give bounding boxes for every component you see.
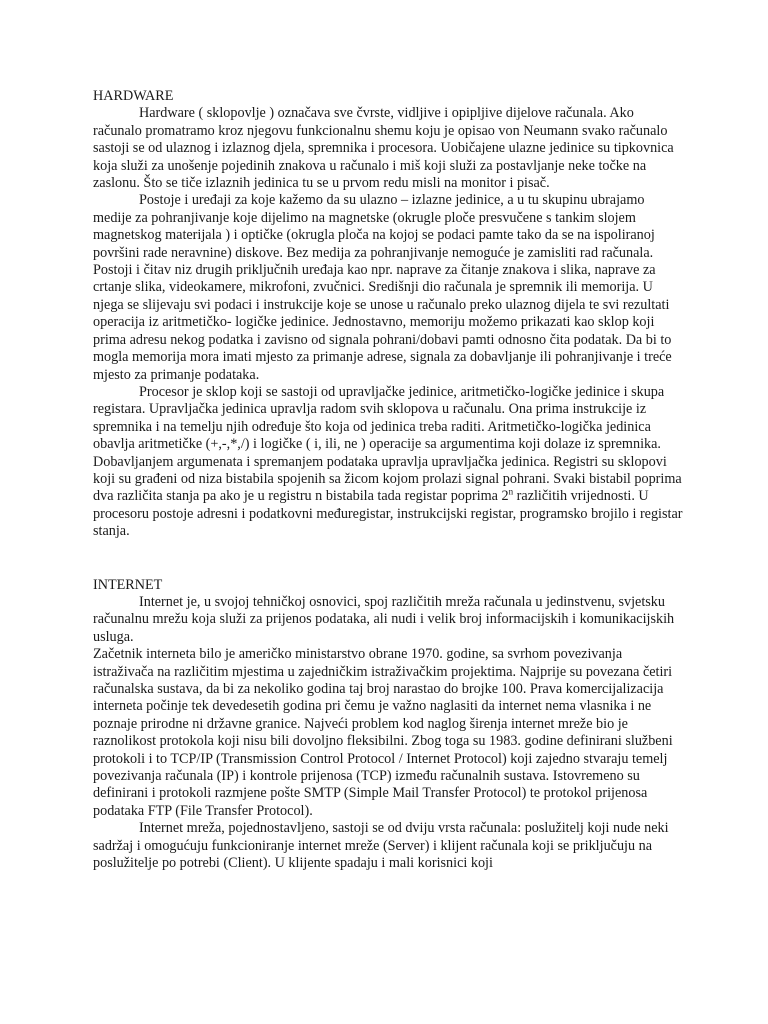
paragraph-hardware-2: Postoje i uređaji za koje kažemo da su ulazno – izlazne jedinice, a u tu skupinu ubrajamo medije za pohranjivanje koje dijelimo na magnetske (okrugle ploče presvučene s tankim slojem magnetskog materijala ) i optičke (okrugla ploča na kojoj se podaci pamte tako da se na ispoliranoj površini rade neravnine) diskove. Bez medija za pohranjivanje nemoguće je zamisliti rad računala. Postoji i čitav niz drugih priključnih uređaja kao npr. naprave za čitanje znakova i slika, naprave za crtanje slika, videokamere, mikrofoni, zvučnici. Središnji dio računala je spremnik ili memorija. U njega se slijevaju svi podaci i instrukcije koje se unose u računalo preko ulaznog dijela te svi rezultati operacija iz aritmetičko- logičke jedinice. Jednostavno, memoriju možemo prikazati kao sklop koji prima adresu nekog podatka i zavisno od signala pohrani/dobavi pamti odnosno čita podatak. Da bi to mogla memorija mora imati mjesto za primanje adrese, signala za dobavljanje ili pohranjivanje i treće mjesto za primanje podataka.: [93, 192, 672, 383]
section-heading-hardware: HARDWARE: [93, 88, 174, 104]
paragraph-hardware-3: [93, 384, 683, 541]
paragraph-hardware-1: Hardware ( sklopovlje ) označava sve čvrste, vidljive i opipljive dijelove računala. Ako računalo promatramo kroz njegovu funkcionalnu shemu koju je opisao von Neumann svako računalo sastoji se od ulaznog i izlaznog djela, spremnika i procesora. Uobičajene ulazne jedinice su tipkovnica koja služi za unošenje pojedinih znakova u računalo i miš koji služi za postavljanje neke točke na zaslonu. Što se tiče izlaznih jedinica tu se u prvom redu misli na monitor i pisač.: [93, 105, 674, 192]
superscript-n: n: [508, 486, 514, 497]
document-page: [93, 88, 683, 872]
internet-section: [93, 577, 683, 873]
hardware-section: [93, 88, 683, 541]
paragraph-internet-3: Internet mreža, pojednostavljeno, sastoji se od dviju vrsta računala: poslužitelj koji nude neki sadržaj i omogućuju funkcioniranje internet mreže (Server) i klijent računala koji se priključuju na poslužitelje po potrebi (Client). U klijente spadaju i mali korisnici koji: [93, 820, 669, 872]
paragraph-internet-1: Internet je, u svojoj tehničkoj osnovici, spoj različitih mreža računala u jedinstvenu, svjetsku računalnu mrežu koja služi za prijenos podataka, ali nudi i velik broj informacijskih i komunikacijskih usluga.: [93, 593, 675, 645]
paragraph-internet-2: Začetnik interneta bilo je američko ministarstvo obrane 1970. godine, sa svrhom povezivanja istraživača na različitim mjestima u zajedničkim istraživačkim projektima. Najprije su povezana četiri računalska sustava, da bi za nekoliko godina taj broj narastao do brojke 100. Prava komercijalizacija interneta počinje tek devedesetih godina pri čemu je važno naglasiti da internet nema vlasnika i ne poznaje prirodne ni državne granice. Najveći problem kod naglog širenja internet mreže bio je raznolikost protokola koji nisu bili dovoljno fleksibilni. Zbog toga su 1983. godine definirani službeni protokoli i to TCP/IP (Transmission Control Protocol / Internet Protocol) koji zajedno stvaraju temelj povezivanja računala (IP) i kontrole prijenosa (TCP) između računalnih sustava. Istovremeno su definirani i protokoli razmjene pošte SMTP (Simple Mail Transfer Protocol) te protokol prijenosa podataka FTP (File Transfer Protocol).: [93, 646, 673, 819]
section-heading-internet: INTERNET: [93, 576, 163, 593]
paragraph-text: Procesor je sklop koji se sastoji od upravljačke jedinice, aritmetičko-logičke jedinice i skupa registara. Upravljačka jedinica upravlja radom svih sklopova u računalu. Ona prima instrukcije iz spremnika i na temelju njih određuje što koja od jedinica treba raditi. Aritmetičko-logička jedinica obavlja aritmetičke (+,-,*,/) i logičke ( i, ili, ne ) operacije sa argumentima koji dolaze iz spremnika. Dobavljanjem argumenata i spremanjem podataka upravlja upravljačka jedinica. Registri su sklopovi koji su građeni od niza bistabila spojenih sa žicom kojom prolazi signal pohrani. Svaki bistabil poprima dva različita stanja pa ako je u registru n bistabila tada registar poprima 2: [93, 383, 682, 505]
section-spacer: [93, 541, 683, 577]
paragraph-text: različitih vrijednosti. U procesoru postoje adresni i podatkovni međuregistar, instrukcijski registar, programsko brojilo i registar stanja.: [93, 488, 683, 540]
